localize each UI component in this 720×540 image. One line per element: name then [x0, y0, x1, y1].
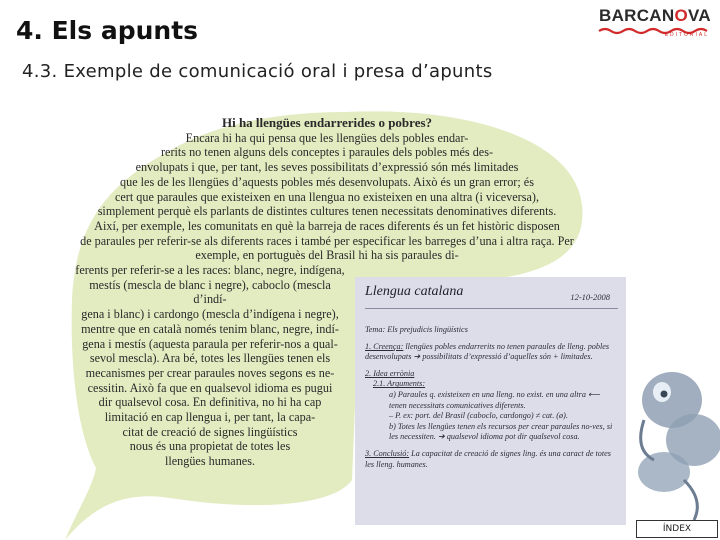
logo-tagline: EDITORIAL: [664, 32, 709, 38]
bubble-line: cessitin. Això fa que en qualsevol idioma es pugui: [87, 380, 333, 395]
notes-item-2-a: a) Paraules q. existeixen en una lleng. no exist. en una altra ⟵ tenen necessitats comunicatives diferents.: [389, 389, 600, 410]
bubble-line: mecanismes per crear paraules noves segons es ne-: [85, 365, 335, 380]
bubble-line: limitació en cap llengua i, per tant, la capa-: [104, 410, 316, 425]
bubble-line: gena i mestís (aquesta paraula per referir-nos a qual-: [82, 336, 338, 351]
notes-item-1-text: llengües pobles endarrerits no tenen paraules de lleng. pobles desenvolupats ➔ possibilitats d’expressió d’aquelles són + limitades.: [365, 341, 610, 362]
notes-item-2-b: b) Totes les llengües tenen els recursos per crear paraules no-ves, si les necessiten. ➔ qualsevol idioma pot dir qualsevol cosa.: [389, 421, 613, 442]
bubble-heading: Hi ha llengües endarrerides o pobres?: [221, 115, 433, 130]
bubble-line: cert que paraules que existeixen en una llengua no existeixen en una altra (i viceversa),: [114, 189, 539, 204]
bubble-line: Encara hi ha qui pensa que les llengües dels pobles endar-: [185, 130, 469, 145]
bubble-text-top: [72, 116, 582, 263]
notes-item-1: [365, 342, 618, 363]
bubble-line: ferents per referir-se a les races: blanc, negre, indígena,: [75, 263, 345, 277]
bubble-line: nous és una propietat de totes les: [129, 439, 291, 454]
notes-item-2-label: 2. Idea errònia: [365, 368, 415, 378]
bubble-text-left: [72, 263, 348, 469]
notes-item-3-text: La capacitat de creació de signes ling. és una caract de totes les lleng. humanes.: [365, 448, 611, 469]
notes-card: [355, 277, 626, 525]
mascot-illustration: [624, 360, 720, 520]
notes-divider: [365, 308, 618, 309]
page-title: 4. Els apunts: [16, 16, 199, 45]
index-button[interactable]: ÍNDEX: [636, 520, 718, 538]
notes-date: 12-10-2008: [570, 292, 610, 302]
notes-title: Llengua catalana: [365, 284, 464, 299]
logo-name-o: O: [674, 6, 688, 25]
notes-item-1-label: 1. Creença:: [365, 341, 404, 351]
logo-name-part2: VA: [688, 6, 711, 25]
bubble-line: simplement perquè els parlants de distintes cultures tenen necessitats denominatives diferents.: [97, 204, 557, 219]
notes-item-3-label: 3. Conclusió:: [365, 448, 410, 458]
bubble-line: Així, per exemple, les comunitats en què la barreja de races diferents és un fet històric disposen: [94, 218, 560, 233]
bubble-line: gena i blanc) i cardongo (mescla d’indígena i negre),: [81, 307, 339, 322]
notes-item-3: [365, 449, 618, 470]
bubble-line: mentre que en català només tenim blanc, negre, indí-: [81, 321, 339, 336]
notes-item-2-sub: 2.1. Arguments:: [373, 379, 426, 389]
notes-item-2-a2: – P. ex: port. del Brasil (caboclo, cardongo) ≠ cat. (ø).: [389, 411, 568, 421]
bubble-line: citat de creació de signes lingüístics: [122, 424, 298, 439]
bubble-line: sevol mescla). Ara bé, totes les llengües tenen els: [89, 351, 331, 366]
bubble-line: envolupats i que, per tant, les seves possibilitats d’expressió són més limitades: [135, 160, 519, 175]
logo-name-part1: BARCAN: [599, 6, 675, 25]
page-subtitle: 4.3. Exemple de comunicació oral i presa d’apunts: [22, 61, 493, 82]
bubble-line: exemple, en portuguès del Brasil hi ha sis paraules di-: [195, 248, 459, 263]
bubble-line: que les de les llengües d’aquests pobles més desenvolupats. Això és un gran error; és: [120, 174, 534, 189]
bubble-line: llengües humanes.: [164, 454, 256, 469]
notes-topic: Tema: Els prejudicis lingüístics: [365, 325, 468, 334]
bubble-line: rerits no tenen alguns dels conceptes i paraules dels pobles més des-: [160, 145, 493, 160]
bubble-line: mestís (mescla de blanc i negre), caboclo (mescla d’indí-: [89, 277, 331, 307]
notes-header: [365, 285, 618, 311]
bubble-line: de paraules per referir-se als diferents races i també per especificar les barreges d’una i altra raça. Per: [80, 233, 574, 248]
bubble-line: dir qualsevol cosa. En definitiva, no hi ha cap: [98, 395, 322, 410]
